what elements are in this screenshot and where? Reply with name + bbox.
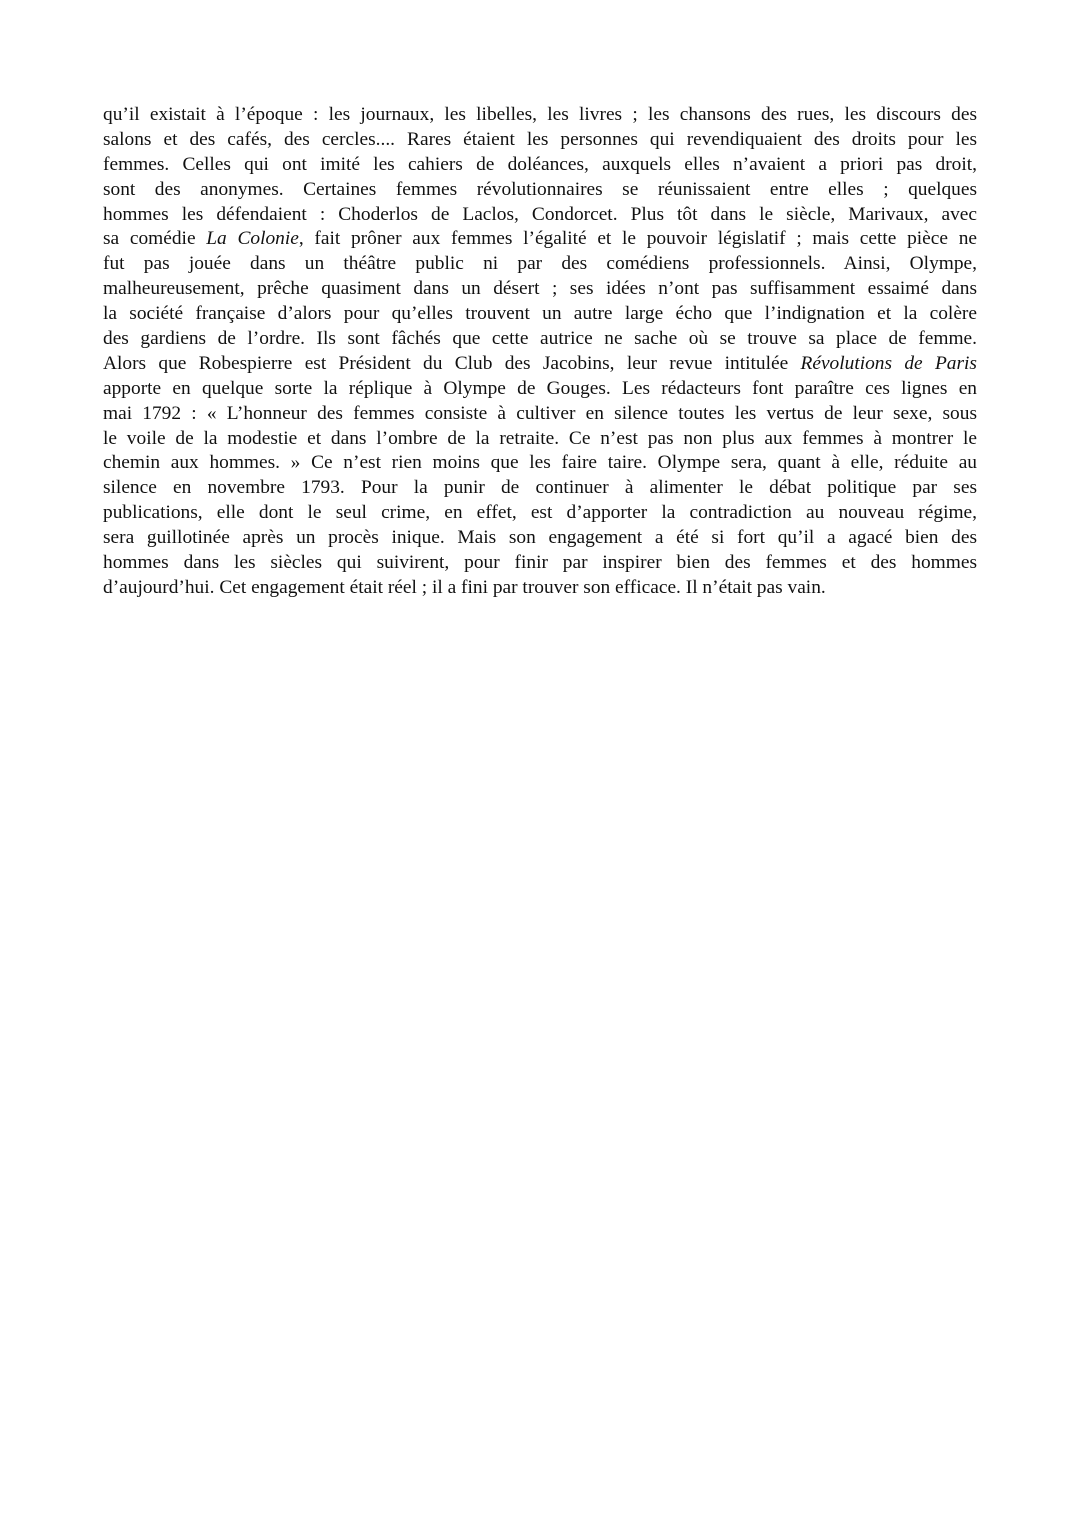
text-segment: sa comédie — [103, 228, 207, 250]
text-segment: hommes dans les siècles qui suivirent, pour finir par inspirer bien des femmes et des hommes — [103, 552, 977, 574]
text-line — [103, 377, 977, 402]
text-segment: sont des anonymes. Certaines femmes révolutionnaires se réunissaient entre elles ; quelques — [103, 178, 977, 200]
text-line — [103, 327, 977, 352]
text-line — [103, 103, 977, 128]
text-line — [103, 501, 977, 526]
text-segment: Alors que Robespierre est Président du Club des Jacobins, leur revue intitulée — [103, 352, 801, 374]
text-line — [103, 128, 977, 153]
text-line — [103, 576, 977, 601]
text-segment: hommes les défendaient : Choderlos de Laclos, Condorcet. Plus tôt dans le siècle, Marivaux, avec — [103, 203, 977, 225]
text-segment: chemin aux hommes. » Ce n’est rien moins que les faire taire. Olympe sera, quant à elle, réduite au — [103, 452, 977, 474]
text-line — [103, 252, 977, 277]
text-segment: d’aujourd’hui. Cet engagement était réel ; il a fini par trouver son efficace. Il n’était pas vain. — [103, 576, 826, 598]
text-line — [103, 277, 977, 302]
text-segment: apporte en quelque sorte la réplique à Olympe de Gouges. Les rédacteurs font paraître ces lignes en — [103, 377, 977, 399]
text-segment: qu’il existait à l’époque : les journaux, les libelles, les livres ; les chansons des rues, les discours des — [103, 104, 977, 125]
text-segment: fut pas jouée dans un théâtre public ni par des comédiens professionnels. Ainsi, Olympe, — [103, 253, 977, 275]
text-segment: publications, elle dont le seul crime, en effet, est d’apporter la contradiction au nouveau régime, — [103, 502, 977, 524]
italic-title: La Colonie — [206, 228, 299, 250]
italic-title: Révolutions de Paris — [800, 352, 977, 374]
text-line — [103, 302, 977, 327]
text-segment: malheureusement, prêche quasiment dans un désert ; ses idées n’ont pas suffisamment essaimé dans — [103, 278, 977, 300]
text-segment: mai 1792 : « L’honneur des femmes consiste à cultiver en silence toutes les vertus de leur sexe, sous — [103, 402, 977, 424]
text-segment: silence en novembre 1793. Pour la punir de continuer à alimenter le débat politique par ses — [103, 477, 977, 499]
text-line — [103, 352, 977, 377]
text-segment: femmes. Celles qui ont imité les cahiers de doléances, auxquels elles n’avaient a priori pas droit, — [103, 153, 977, 175]
text-line — [103, 476, 977, 501]
text-segment: la société française d’alors pour qu’elles trouvent un autre large écho que l’indignation et la colère — [103, 303, 977, 325]
text-segment: , fait prôner aux femmes l’égalité et le pouvoir législatif ; mais cette pièce ne — [298, 228, 977, 250]
text-line — [103, 402, 977, 427]
text-line — [103, 153, 977, 178]
text-segment: le voile de la modestie et dans l’ombre de la retraite. Ce n’est pas non plus aux femmes à montrer le — [103, 427, 977, 449]
text-line — [103, 526, 977, 551]
body-paragraph — [103, 103, 977, 601]
text-segment: sera guillotinée après un procès inique. Mais son engagement a été si fort qu’il a agacé bien des — [103, 527, 977, 549]
text-line — [103, 551, 977, 576]
text-line — [103, 178, 977, 203]
text-line — [103, 451, 977, 476]
text-line — [103, 203, 977, 228]
text-segment: des gardiens de l’ordre. Ils sont fâchés que cette autrice ne sache où se trouve sa place de femme. — [103, 328, 977, 350]
text-line — [103, 227, 977, 252]
text-line — [103, 427, 977, 452]
text-segment: salons et des cafés, des cercles.... Rares étaient les personnes qui revendiquaient des droits pour les — [103, 128, 977, 150]
